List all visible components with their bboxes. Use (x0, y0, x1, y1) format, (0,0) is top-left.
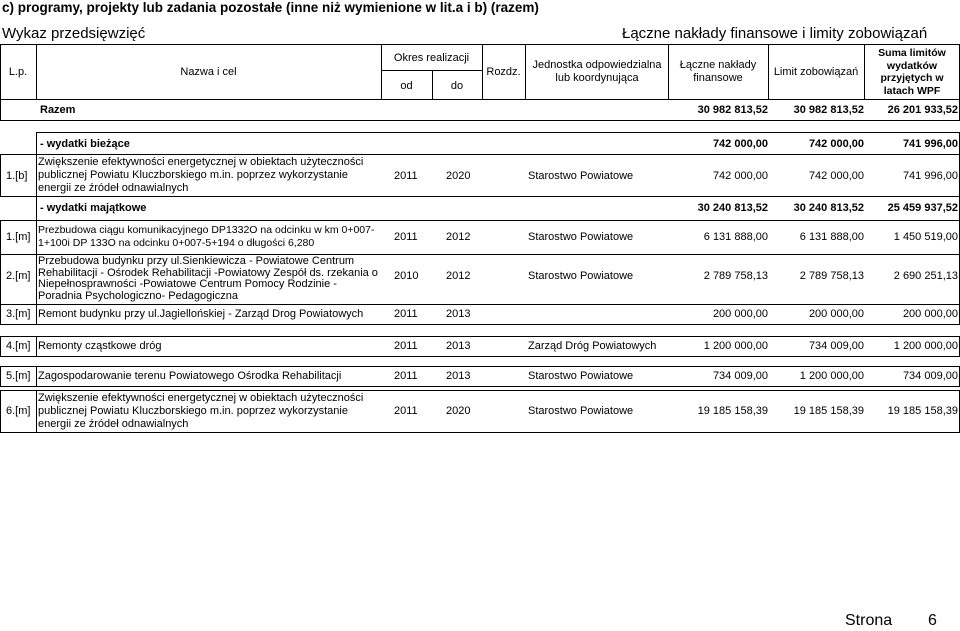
row-name: Zagospodarowanie terenu Powiatowego Ośrodka Rehabilitacji (38, 370, 342, 382)
row-sum: 1 200 000,00 (893, 340, 958, 352)
page-number: 6 (928, 612, 937, 629)
row-limit: 2 789 758,13 (799, 270, 864, 282)
row-border (0, 356, 960, 357)
row-total: 742 000,00 (712, 170, 768, 182)
current-top-border (36, 132, 960, 133)
row-unit: Starostwo Powiatowe (528, 231, 634, 243)
row-total: 734 009,00 (712, 370, 768, 382)
col-divider (668, 44, 669, 100)
row-name: Zwiększenie efektywności energetycznej w obiektach użyteczności publicznej Powiatu Kluczborskiego m.in. poprzez wykorzystanie energii ze źródeł odnawialnych (38, 392, 364, 430)
row-from: 2010 (394, 270, 419, 282)
row-from: 2011 (394, 308, 418, 320)
row-from: 2011 (394, 340, 418, 352)
row-sum: 741 996,00 (902, 170, 958, 182)
row-sum: 2 690 251,13 (893, 270, 958, 282)
summary-sum: 26 201 933,52 (887, 104, 958, 116)
col-header-name: Nazwa i cel (180, 66, 237, 78)
row-to: 2020 (446, 170, 471, 182)
row-border (0, 304, 960, 305)
row-border (0, 154, 960, 155)
capital-total: 30 240 813,52 (697, 202, 768, 214)
row-to: 2013 (446, 340, 471, 352)
row-border (0, 432, 960, 433)
row-limit: 19 185 158,39 (793, 405, 864, 417)
row-total: 1 200 000,00 (703, 340, 768, 352)
capital-limit: 30 240 813,52 (793, 202, 864, 214)
row-border (36, 336, 37, 356)
row-border (0, 386, 960, 387)
row-border (36, 196, 37, 220)
col-header-from: od (400, 80, 413, 92)
row-sum: 200 000,00 (902, 308, 958, 320)
row-border (36, 254, 37, 304)
col-header-unit: Jednostka odpowiedzialna lub koordynująca (532, 59, 662, 84)
row-to: 2020 (446, 405, 471, 417)
row-sum: 19 185 158,39 (887, 405, 958, 417)
row-limit: 200 000,00 (808, 308, 864, 320)
row-from: 2011 (394, 405, 418, 417)
col-header-sum-limits: Suma limitów wydatków przyjętych w latach WPF (878, 47, 946, 97)
current-sum: 741 996,00 (902, 138, 958, 150)
row-lp: 1.[b] (6, 170, 28, 182)
row-to: 2013 (446, 308, 471, 320)
row-sum: 734 009,00 (902, 370, 958, 382)
page-label: Strona (845, 612, 893, 629)
current-total: 742 000,00 (712, 138, 768, 150)
row-border (0, 220, 960, 221)
row-limit: 734 009,00 (808, 340, 864, 352)
col-header-lp: L.p. (8, 66, 28, 78)
col-divider (525, 44, 526, 100)
capital-label: - wydatki majątkowe (40, 202, 147, 214)
row-border (0, 366, 960, 367)
row-border (36, 220, 37, 254)
costs-title: Łączne nakłady finansowe i limity zobowiązań (622, 25, 928, 42)
capital-sum: 25 459 937,52 (887, 202, 958, 214)
row-limit: 6 131 888,00 (799, 231, 864, 243)
row-lp: 4.[m] (6, 340, 31, 352)
row-unit: Starostwo Powiatowe (528, 270, 634, 282)
row-from: 2011 (394, 170, 418, 182)
row-border (36, 304, 37, 324)
row-border (0, 336, 960, 337)
summary-bottom-border (0, 120, 960, 121)
row-total: 2 789 758,13 (703, 270, 768, 282)
header-bottom-border (0, 99, 960, 100)
col-header-limit: Limit zobowiązań (773, 66, 859, 78)
row-border (36, 390, 37, 432)
row-border (0, 196, 960, 197)
row-name: Przebudowa budynku przy ul.Sienkiewicza - Powiatowe Centrum Rehabilitacji - Ośrodek Rehabilitacji -Powiatowy Zespół ds. rzekania o Niepełnosprawności -Powiatowe Centrum Pomocy Rodzinie - Poradnia Psychologiczno- Pedagogiczna (38, 255, 378, 302)
row-unit: Starostwo Powiatowe (528, 405, 634, 417)
row-border (0, 336, 1, 356)
row-from: 2011 (394, 231, 418, 243)
list-title: Wykaz przedsięwzięć (2, 25, 146, 42)
row-unit: Zarząd Dróg Powiatowych (528, 340, 657, 352)
row-border (0, 154, 1, 196)
current-label: - wydatki bieżące (40, 138, 130, 150)
row-lp: 2.[m] (6, 270, 31, 282)
row-unit: Starostwo Powiatowe (528, 170, 634, 182)
row-border (36, 154, 37, 196)
row-name: Prezbudowa ciągu komunikacyjnego DP1332O na odcinku w km 0+007-1+100i DP 133O na odcinku 0+007-5+194 o długości 6,280 (38, 224, 375, 249)
row-sum: 1 450 519,00 (893, 231, 958, 243)
row-name: Remont budynku przy ul.Jagiellońskiej - Zarząd Drog Powiatowych (38, 308, 364, 320)
row-to: 2012 (446, 231, 471, 243)
row-name: Zwiększenie efektywności energetycznej w obiektach użyteczności publicznej Powiatu Kluczborskiego m.in. poprzez wykorzystanie energii ze źródeł odnawialnych (38, 156, 364, 194)
col-header-section: Rozdz. (486, 66, 521, 78)
row-lp: 3.[m] (6, 308, 31, 320)
current-limit: 742 000,00 (808, 138, 864, 150)
row-unit: Starostwo Powiatowe (528, 370, 634, 382)
row-name: Remonty cząstkowe dróg (38, 340, 162, 352)
col-header-period: Okres realizacji (393, 52, 470, 64)
row-to: 2012 (446, 270, 471, 282)
row-border (0, 390, 960, 391)
row-border (0, 324, 960, 325)
table-left-border (0, 44, 1, 121)
row-total: 19 185 158,39 (697, 405, 768, 417)
col-header-total: Łączne nakłady finansowe (679, 59, 757, 84)
row-lp: 6.[m] (6, 405, 31, 417)
col-header-to: do (450, 80, 464, 92)
header-top-border (0, 44, 960, 45)
summary-total: 30 982 813,52 (697, 104, 768, 116)
row-border (0, 220, 1, 254)
row-border (0, 366, 1, 386)
row-border (36, 132, 37, 154)
row-border (0, 304, 1, 324)
summary-limit: 30 982 813,52 (793, 104, 864, 116)
row-lp: 1.[m] (6, 231, 31, 243)
col-divider (864, 44, 865, 100)
row-to: 2013 (446, 370, 471, 382)
row-limit: 1 200 000,00 (799, 370, 864, 382)
row-total: 6 131 888,00 (703, 231, 768, 243)
document-top-title: c) programy, projekty lub zadania pozostałe (inne niż wymienione w lit.a i b) (razem) (2, 0, 539, 15)
row-lp: 5.[m] (6, 370, 31, 382)
row-limit: 742 000,00 (808, 170, 864, 182)
summary-label: Razem (40, 104, 76, 116)
row-border (0, 390, 1, 432)
row-total: 200 000,00 (712, 308, 768, 320)
row-border (36, 366, 37, 386)
row-border (0, 254, 1, 304)
row-from: 2011 (394, 370, 418, 382)
